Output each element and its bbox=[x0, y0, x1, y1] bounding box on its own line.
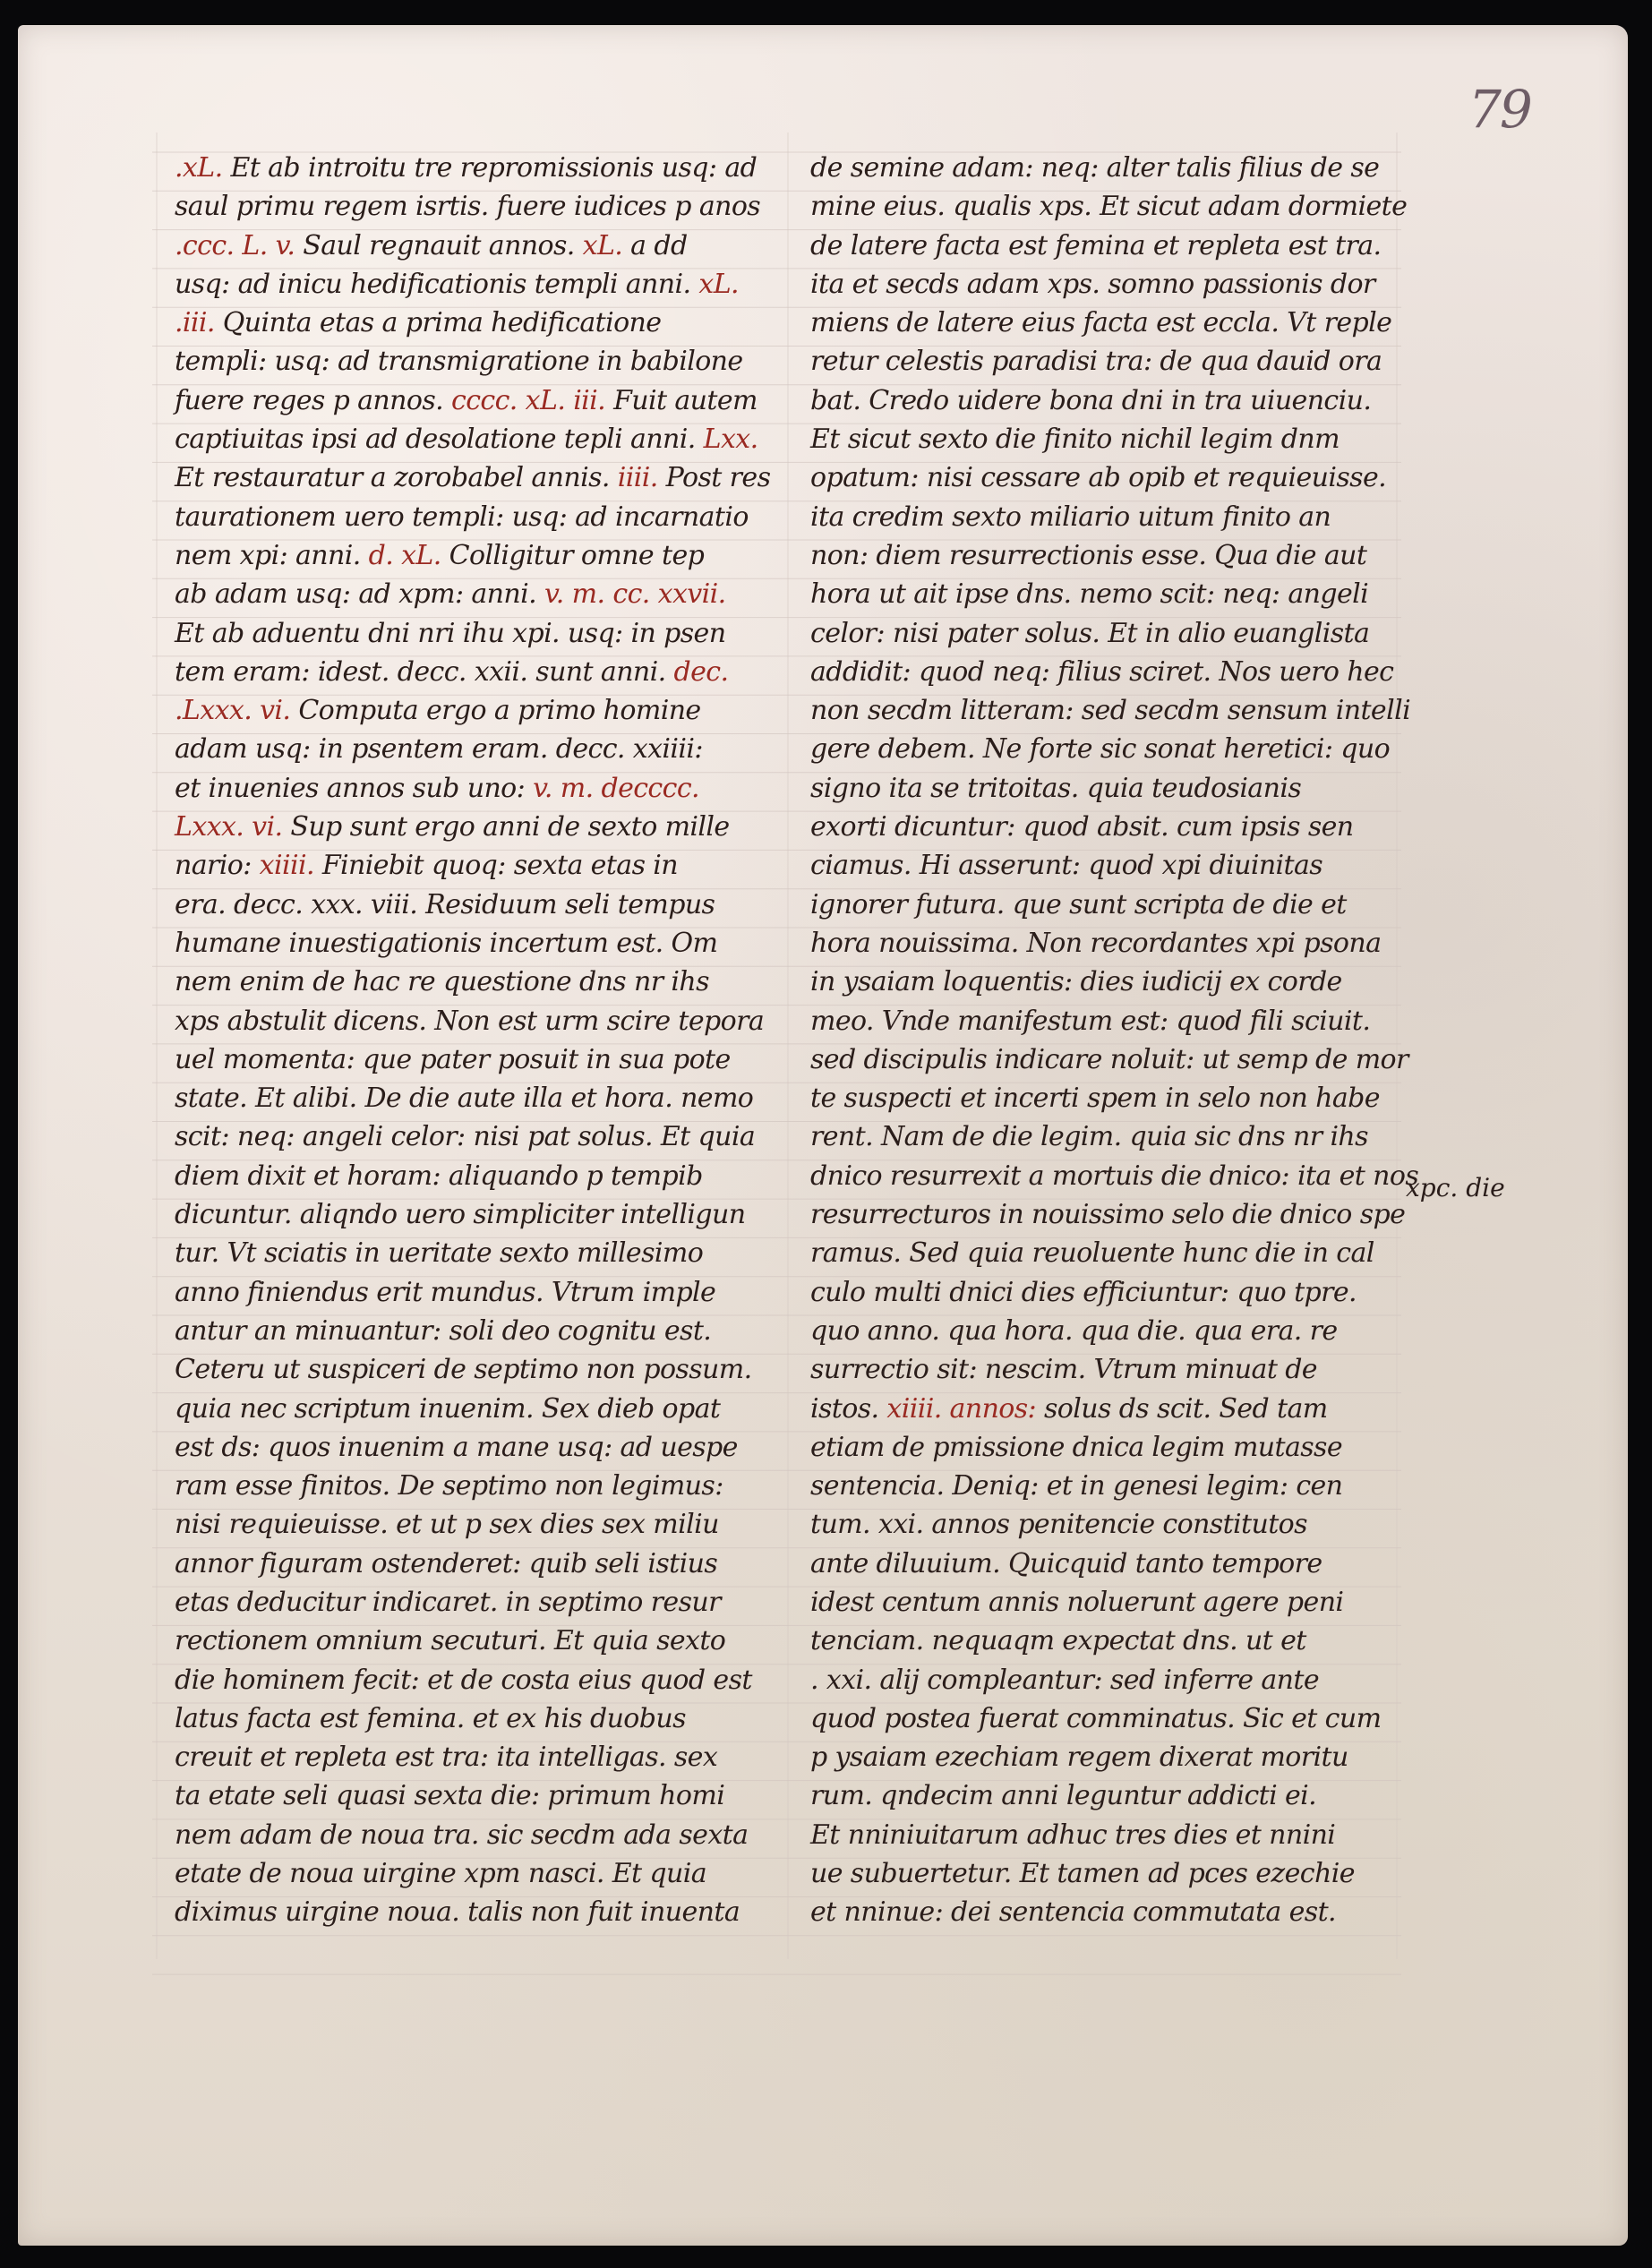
text-segment: in ysaiam loquentis: dies iudicij ex corde bbox=[810, 966, 1342, 998]
text-segment: templi: usq: ad transmigratione in babilone bbox=[175, 346, 743, 378]
text-line bbox=[175, 924, 757, 963]
text-line bbox=[810, 1583, 1410, 1622]
text-line bbox=[175, 304, 757, 342]
text-segment: etate de noua uirgine xpm nasci. Et quia bbox=[175, 1858, 707, 1890]
text-line bbox=[810, 924, 1410, 963]
text-line bbox=[175, 420, 757, 458]
text-line bbox=[175, 691, 757, 730]
text-line bbox=[175, 963, 757, 1001]
rubric-text: xL. bbox=[698, 268, 739, 300]
text-segment: Finiebit quoq: sexta etas in bbox=[321, 850, 679, 882]
text-segment: Colligitur omne tep bbox=[449, 539, 705, 571]
text-line bbox=[810, 149, 1410, 187]
text-line bbox=[175, 1195, 757, 1234]
text-segment: humane inuestigationis incertum est. Om bbox=[175, 927, 718, 959]
folio-number: 79 bbox=[1468, 79, 1531, 140]
text-line bbox=[175, 265, 757, 304]
text-segment: hora nouissima. Non recordantes xpi psona bbox=[810, 927, 1382, 959]
text-segment: miens de latere eius facta est eccla. Vt reple bbox=[810, 307, 1392, 339]
text-line bbox=[810, 1390, 1410, 1428]
text-segment: tur. Vt sciatis in ueritate sexto millesimo bbox=[175, 1237, 704, 1270]
text-line bbox=[810, 1350, 1410, 1389]
marginal-note: xpc. die bbox=[1406, 1173, 1505, 1202]
rubric-text: v. m. decccc. bbox=[533, 772, 699, 804]
text-line bbox=[175, 1390, 757, 1428]
rubric-text: .iii. bbox=[175, 307, 223, 339]
text-line bbox=[175, 1312, 757, 1350]
text-line bbox=[810, 963, 1410, 1001]
text-segment: antur an minuantur: soli deo cognitu est. bbox=[175, 1314, 712, 1347]
text-line bbox=[810, 1661, 1410, 1699]
text-line bbox=[175, 1234, 757, 1272]
text-segment: xps abstulit dicens. Non est urm scire tepora bbox=[175, 1005, 765, 1037]
text-segment: etas deducitur indicaret. in septimo resur bbox=[175, 1586, 721, 1618]
text-segment: era. decc. xxx. viii. Residuum seli tempus bbox=[175, 888, 715, 920]
text-segment: Saul regnauit annos. bbox=[303, 229, 583, 261]
text-line bbox=[810, 1738, 1410, 1776]
text-line bbox=[175, 846, 757, 885]
text-line bbox=[175, 1738, 757, 1776]
text-segment: annor figuram ostenderet: quib seli istius bbox=[175, 1547, 718, 1579]
rubric-text: Lxxx. vi. bbox=[175, 811, 291, 843]
text-line bbox=[175, 614, 757, 653]
text-segment: Quinta etas a prima hedificatione bbox=[222, 307, 662, 339]
text-segment: sentencia. Deniq: et in genesi legim: cen bbox=[810, 1470, 1343, 1502]
text-line bbox=[175, 808, 757, 846]
rubric-text: xiiii. annos: bbox=[886, 1392, 1044, 1425]
text-line bbox=[175, 1505, 757, 1544]
text-segment: ignorer futura. que sunt scripta de die et bbox=[810, 888, 1347, 920]
text-line bbox=[175, 342, 757, 381]
text-line bbox=[175, 1699, 757, 1738]
text-line bbox=[175, 1854, 757, 1893]
text-line bbox=[810, 1079, 1410, 1117]
text-line bbox=[175, 1040, 757, 1079]
text-line bbox=[175, 149, 757, 187]
text-line bbox=[810, 1854, 1410, 1893]
text-line bbox=[810, 1699, 1410, 1738]
text-line bbox=[175, 1273, 757, 1312]
text-line bbox=[175, 1428, 757, 1467]
text-line bbox=[810, 846, 1410, 885]
text-line bbox=[810, 1312, 1410, 1350]
right-text-column bbox=[810, 149, 1419, 1932]
text-segment: Fuit autem bbox=[613, 384, 758, 416]
text-line bbox=[810, 342, 1410, 381]
text-segment: quod postea fuerat comminatus. Sic et cum bbox=[810, 1702, 1382, 1734]
text-line bbox=[175, 227, 757, 265]
text-segment: adam usq: in psentem eram. decc. xxiiii: bbox=[175, 733, 703, 766]
text-line bbox=[810, 458, 1410, 497]
text-line bbox=[175, 1661, 757, 1699]
text-line bbox=[175, 1776, 757, 1815]
rubric-text: dec. bbox=[673, 655, 729, 688]
text-segment: tenciam. nequaqm expectat dns. ut et bbox=[810, 1625, 1306, 1657]
text-segment: ab adam usq: ad xpm: anni. bbox=[175, 578, 544, 611]
text-segment: diem dixit et horam: aliquando p tempib bbox=[175, 1160, 703, 1192]
text-segment: a dd bbox=[630, 229, 688, 261]
text-line bbox=[810, 1428, 1410, 1467]
text-line bbox=[810, 227, 1410, 265]
text-segment: ue subuertetur. Et tamen ad pces ezechie bbox=[810, 1858, 1355, 1890]
text-line bbox=[810, 1002, 1410, 1040]
text-line bbox=[175, 1893, 757, 1931]
text-segment: et inuenies annos sub uno: bbox=[175, 772, 534, 804]
text-segment: ita et secds adam xps. somno passionis dor bbox=[810, 268, 1375, 300]
text-line bbox=[175, 886, 757, 924]
text-segment: idest centum annis noluerunt agere peni bbox=[810, 1586, 1344, 1618]
text-segment: de semine adam: neq: alter talis filius de se bbox=[810, 152, 1380, 184]
text-segment: quo anno. qua hora. qua die. qua era. re bbox=[810, 1314, 1338, 1347]
rubric-text: Lxx. bbox=[703, 424, 758, 456]
text-line bbox=[810, 1893, 1410, 1931]
text-segment: etiam de pmissione dnica legim mutasse bbox=[810, 1431, 1343, 1463]
text-segment: latus facta est femina. et ex his duobus bbox=[175, 1702, 686, 1734]
text-segment: dicuntur. aliqndo uero simpliciter intelligun bbox=[175, 1199, 746, 1231]
text-segment: p ysaiam ezechiam regem dixerat moritu bbox=[810, 1742, 1348, 1774]
text-segment: surrectio sit: nescim. Vtrum minuat de bbox=[810, 1354, 1317, 1386]
text-segment: Et ab introitu tre repromissionis usq: ad bbox=[230, 152, 758, 184]
text-line bbox=[810, 536, 1410, 575]
text-segment: fuere reges p annos. bbox=[175, 384, 451, 416]
text-line bbox=[175, 730, 757, 768]
text-segment: retur celestis paradisi tra: de qua dauid ora bbox=[810, 346, 1382, 378]
text-segment: rectionem omnium secuturi. Et quia sexto bbox=[175, 1625, 726, 1657]
text-line bbox=[175, 1816, 757, 1854]
text-line bbox=[810, 381, 1410, 420]
text-segment: Et ab aduentu dni nri ihu xpi. usq: in psen bbox=[175, 617, 726, 649]
text-line bbox=[175, 1157, 757, 1195]
text-segment: non secdm litteram: sed secdm sensum intelli bbox=[810, 695, 1411, 727]
text-line bbox=[810, 1234, 1410, 1272]
rubric-text: d. xL. bbox=[368, 539, 449, 571]
text-segment: resurrecturos in nouissimo selo die dnico spe bbox=[810, 1199, 1406, 1231]
text-line bbox=[175, 1583, 757, 1622]
text-segment: tum. xxi. annos penitencie constitutos bbox=[810, 1509, 1307, 1541]
text-segment: signo ita se tritoitas. quia teudosianis bbox=[810, 772, 1302, 804]
text-line bbox=[175, 1117, 757, 1156]
text-line bbox=[175, 575, 757, 613]
text-segment: addidit: quod neq: filius sciret. Nos uero hec bbox=[810, 655, 1394, 688]
text-segment: quia nec scriptum inuenim. Sex dieb opat bbox=[175, 1392, 721, 1425]
text-segment: nem enim de hac re questione dns nr ihs bbox=[175, 966, 709, 998]
text-segment: de latere facta est femina et repleta est tra. bbox=[810, 229, 1382, 261]
text-line bbox=[810, 730, 1410, 768]
rubric-text: .ccc. L. v. bbox=[175, 229, 304, 261]
text-segment: non: diem resurrectionis esse. Qua die aut bbox=[810, 539, 1367, 571]
text-segment: sed discipulis indicare noluit: ut semp de mor bbox=[810, 1043, 1408, 1075]
text-segment: istos. bbox=[810, 1392, 887, 1425]
rubric-text: iiii. bbox=[617, 462, 666, 494]
text-line bbox=[175, 1545, 757, 1583]
text-segment: ta etate seli quasi sexta die: primum homi bbox=[175, 1780, 725, 1812]
text-segment: celor: nisi pater solus. Et in alio euanglista bbox=[810, 617, 1370, 649]
text-line bbox=[810, 769, 1410, 808]
text-line bbox=[810, 304, 1410, 342]
text-segment: ramus. Sed quia reuoluente hunc die in cal bbox=[810, 1237, 1374, 1270]
text-segment: captiuitas ipsi ad desolatione tepli anni. bbox=[175, 424, 704, 456]
text-line bbox=[810, 1505, 1410, 1544]
text-line bbox=[810, 1467, 1410, 1505]
text-line bbox=[175, 1467, 757, 1505]
text-segment: ciamus. Hi asserunt: quod xpi diuinitas bbox=[810, 850, 1323, 882]
text-segment: Et nniniuitarum adhuc tres dies et nnini bbox=[810, 1819, 1336, 1851]
text-line bbox=[810, 886, 1410, 924]
text-segment: die hominem fecit: et de costa eius quod est bbox=[175, 1664, 752, 1696]
text-segment: te suspecti et incerti spem in selo non habe bbox=[810, 1083, 1380, 1115]
rubric-text: xL. bbox=[582, 229, 631, 261]
text-line bbox=[810, 575, 1410, 613]
text-line bbox=[810, 614, 1410, 653]
text-segment: rent. Nam de die legim. quia sic dns nr ihs bbox=[810, 1121, 1368, 1153]
text-segment: solus ds scit. Sed tam bbox=[1044, 1392, 1328, 1425]
text-segment: rum. qndecim anni leguntur addicti ei. bbox=[810, 1780, 1317, 1812]
text-line bbox=[175, 381, 757, 420]
text-segment: tem eram: idest. decc. xxii. sunt anni. bbox=[175, 655, 674, 688]
text-segment: bat. Credo uidere bona dni in tra uiuenciu. bbox=[810, 384, 1372, 416]
text-segment: opatum: nisi cessare ab opib et requieuisse. bbox=[810, 462, 1387, 494]
text-line bbox=[810, 1816, 1410, 1854]
text-segment: ita credim sexto miliario uitum finito an bbox=[810, 501, 1331, 533]
text-segment: meo. Vnde manifestum est: quod fili sciuit. bbox=[810, 1005, 1371, 1037]
text-segment: nem adam de noua tra. sic secdm ada sexta bbox=[175, 1819, 749, 1851]
text-line bbox=[810, 1622, 1410, 1660]
text-segment: scit: neq: angeli celor: nisi pat solus. Et quia bbox=[175, 1121, 756, 1153]
text-line bbox=[810, 1195, 1410, 1234]
text-segment: anno finiendus erit mundus. Vtrum imple bbox=[175, 1276, 716, 1308]
text-segment: nario: bbox=[175, 850, 260, 882]
text-segment: gere debem. Ne forte sic sonat heretici: quo bbox=[810, 733, 1391, 766]
text-segment: nisi requieuisse. et ut p sex dies sex miliu bbox=[175, 1509, 719, 1541]
text-line bbox=[175, 769, 757, 808]
manuscript-folio bbox=[18, 25, 1628, 2246]
text-line bbox=[810, 808, 1410, 846]
text-segment: nem xpi: anni. bbox=[175, 539, 369, 571]
rubric-text: cccc. xL. iii. bbox=[451, 384, 614, 416]
text-line bbox=[175, 1079, 757, 1117]
text-segment: hora ut ait ipse dns. nemo scit: neq: angeli bbox=[810, 578, 1369, 611]
rubric-text: v. m. cc. xxvii. bbox=[544, 578, 726, 611]
text-line bbox=[810, 498, 1410, 536]
text-segment: Et restauratur a zorobabel annis. bbox=[175, 462, 618, 494]
text-segment: state. Et alibi. De die aute illa et hora. nemo bbox=[175, 1083, 754, 1115]
rubric-text: xiiii. bbox=[259, 850, 322, 882]
text-line bbox=[810, 1545, 1410, 1583]
text-segment: ante diluuium. Quicquid tanto tempore bbox=[810, 1547, 1322, 1579]
text-line bbox=[810, 187, 1410, 226]
text-segment: Computa ergo a primo homine bbox=[298, 695, 701, 727]
left-text-column bbox=[175, 149, 771, 1932]
text-segment: saul primu regem isrtis. fuere iudices p anos bbox=[175, 191, 761, 223]
text-segment: . xxi. alij compleantur: sed inferre ante bbox=[810, 1664, 1319, 1696]
text-segment: exorti dicuntur: quod absit. cum ipsis sen bbox=[810, 811, 1354, 843]
rubric-text: .Lxxx. vi. bbox=[175, 695, 299, 727]
text-segment: Sup sunt ergo anni de sexto mille bbox=[290, 811, 730, 843]
text-line bbox=[175, 536, 757, 575]
text-line bbox=[175, 458, 771, 497]
text-segment: uel momenta: que pater posuit in sua pote bbox=[175, 1043, 731, 1075]
text-segment: usq: ad inicu hedificationis templi anni. bbox=[175, 268, 699, 300]
text-segment: creuit et repleta est tra: ita intelligas. sex bbox=[175, 1742, 718, 1774]
text-line bbox=[810, 1157, 1419, 1195]
text-line bbox=[810, 1117, 1410, 1156]
text-segment: Ceteru ut suspiceri de septimo non possum. bbox=[175, 1354, 752, 1386]
text-line bbox=[810, 691, 1410, 730]
text-segment: taurationem uero templi: usq: ad incarnatio bbox=[175, 501, 749, 533]
text-line bbox=[810, 420, 1410, 458]
text-segment: mine eius. qualis xps. Et sicut adam dormiete bbox=[810, 191, 1408, 223]
text-segment: ram esse finitos. De septimo non legimus: bbox=[175, 1470, 723, 1502]
text-line bbox=[175, 653, 757, 691]
text-segment: diximus uirgine noua. talis non fuit inuenta bbox=[175, 1896, 740, 1929]
text-segment: culo multi dnici dies efficiuntur: quo tpre. bbox=[810, 1276, 1357, 1308]
text-segment: Post res bbox=[665, 462, 771, 494]
text-segment: dnico resurrexit a mortuis die dnico: ita et nos bbox=[810, 1160, 1419, 1192]
text-line bbox=[175, 1002, 765, 1040]
text-line bbox=[810, 265, 1410, 304]
text-line bbox=[175, 498, 757, 536]
text-line bbox=[810, 653, 1410, 691]
text-segment: et nninue: dei sentencia commutata est. bbox=[810, 1896, 1336, 1929]
text-line bbox=[175, 187, 761, 226]
text-line bbox=[810, 1273, 1410, 1312]
text-segment: est ds: quos inuenim a mane usq: ad uespe bbox=[175, 1431, 738, 1463]
text-segment: Et sicut sexto die finito nichil legim dnm bbox=[810, 424, 1340, 456]
text-line bbox=[175, 1350, 757, 1389]
text-line bbox=[810, 1040, 1410, 1079]
text-line bbox=[175, 1622, 757, 1660]
text-line bbox=[810, 1776, 1410, 1815]
rubric-text: .xL. bbox=[175, 152, 231, 184]
